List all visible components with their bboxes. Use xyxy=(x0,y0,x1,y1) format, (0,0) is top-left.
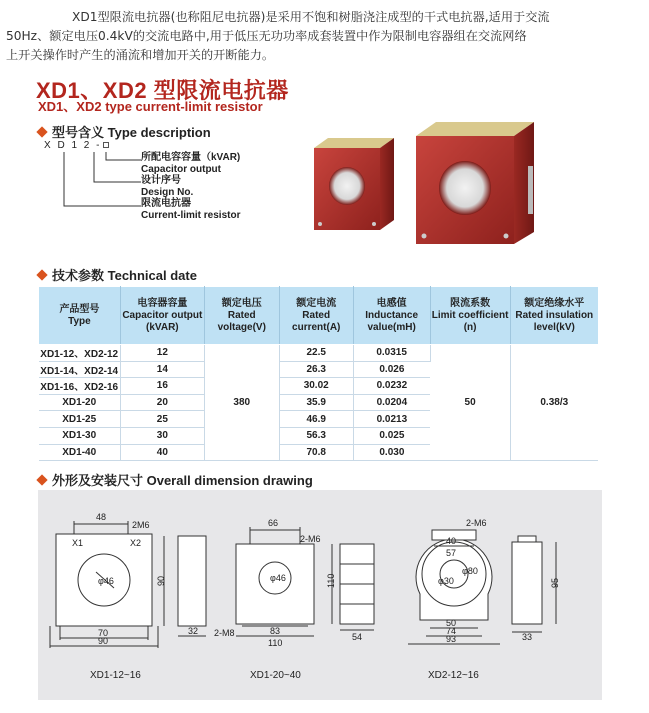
dim-label: 93 xyxy=(446,634,457,644)
cell-inductance: 0.026 xyxy=(353,361,430,378)
dim-label: 95 xyxy=(550,577,560,588)
dimension-drawing-panel xyxy=(38,490,602,700)
header-voltage: 额定电压 Rated voltage(V) xyxy=(204,287,279,345)
legend-line: 限流电抗器 xyxy=(141,198,191,210)
legend-line: 所配电容容量（kVAR) xyxy=(141,152,241,163)
cell-inductance: 0.0232 xyxy=(353,378,430,395)
header-capacitor: 电容器容量 Capacitor output (kVAR) xyxy=(120,287,204,345)
product-photo xyxy=(304,120,559,252)
dim-label: 32 xyxy=(188,626,199,636)
legend-line: Design No. xyxy=(141,186,194,198)
legend-line: Current-limit resistor xyxy=(141,209,241,221)
technical-data-heading xyxy=(38,265,197,284)
header-insulation: 额定绝缘水平 Rated insulation level(kV) xyxy=(510,287,598,345)
cell-insulation: 0.38/3 xyxy=(510,345,598,461)
dim-label: 74 xyxy=(446,626,457,636)
dim-label: 90 xyxy=(156,575,166,586)
bullet-diamond-icon xyxy=(36,474,47,485)
dimension-drawing xyxy=(38,490,602,700)
dim-label: 2-M8 xyxy=(214,628,235,638)
cell-capacitor: 40 xyxy=(120,444,204,461)
dim-label: φ46 xyxy=(270,573,286,583)
header-inductance: 电感值 Inductance value(mH) xyxy=(353,287,430,345)
cell-capacitor: 14 xyxy=(120,361,204,378)
intro-line-3: 上开关操作时产生的涌流和增加开关的开断能力。 xyxy=(6,48,275,62)
cell-capacitor: 30 xyxy=(120,427,204,444)
dim-label: 2M6 xyxy=(132,520,150,530)
technical-data-heading-text: 技术参数 Technical date xyxy=(52,268,197,283)
cell-type: XD1-40 xyxy=(39,444,121,461)
table-row xyxy=(39,345,599,362)
cell-coefficient: 50 xyxy=(430,345,510,461)
dim-label: 40 xyxy=(446,536,457,546)
dim-label: φ30 xyxy=(438,576,454,586)
dim-label: 83 xyxy=(270,626,281,636)
cell-current: 70.8 xyxy=(279,444,353,461)
cell-current: 56.3 xyxy=(279,427,353,444)
cell-current: 30.02 xyxy=(279,378,353,395)
cell-current: 26.3 xyxy=(279,361,353,378)
dim-label: 110 xyxy=(326,573,336,588)
cell-capacitor: 20 xyxy=(120,394,204,411)
cell-inductance: 0.0315 xyxy=(353,345,430,362)
intro-paragraph xyxy=(6,8,626,65)
bullet-diamond-icon xyxy=(36,269,47,280)
cell-capacitor: 16 xyxy=(120,378,204,395)
dim-label: X1 xyxy=(72,538,84,548)
cell-type: XD1-30 xyxy=(39,427,121,444)
dim-label: 70 xyxy=(98,628,109,638)
dim-label: 33 xyxy=(522,632,533,642)
bullet-diamond-icon xyxy=(36,126,47,137)
header-type: 产品型号 Type xyxy=(39,287,121,345)
dim-label: 66 xyxy=(268,518,279,528)
model-code-legend xyxy=(141,152,240,222)
model-code-text: X D 1 2 - xyxy=(44,140,102,151)
dim-label: 2-M6 xyxy=(466,518,487,528)
drawing-caption: XD2-12~16 xyxy=(428,670,479,681)
intro-line-1: XD1型限流电抗器(也称阻尼电抗器)是采用不饱和树脂浇注成型的干式电抗器,适用于交流 xyxy=(72,10,550,24)
drawing-caption: XD1-12~16 xyxy=(90,670,141,681)
header-current: 额定电流 Rated current(A) xyxy=(279,287,353,345)
dim-label: φ80 xyxy=(462,566,478,576)
cell-inductance: 0.030 xyxy=(353,444,430,461)
dim-label: 54 xyxy=(352,632,363,642)
model-code-leader-lines xyxy=(44,150,144,220)
dim-label: 48 xyxy=(96,512,107,522)
type-description-heading xyxy=(38,122,211,141)
cell-type: XD1-12、XD2-12 xyxy=(39,345,121,362)
cell-inductance: 0.0204 xyxy=(353,394,430,411)
intro-line-2: 50Hz、额定电压0.4kV的交流电路中,用于低压无功功率成套装置中作为限制电容器组在交流网络 xyxy=(6,29,527,43)
dim-label: φ46 xyxy=(98,576,114,586)
dim-label: X2 xyxy=(130,538,142,548)
dim-label: 90 xyxy=(98,636,109,646)
cell-capacitor: 12 xyxy=(120,345,204,362)
dim-label: 57 xyxy=(446,548,457,558)
legend-line: Capacitor output xyxy=(141,163,221,175)
cell-type: XD1-14、XD2-14 xyxy=(39,361,121,378)
cell-type: XD1-20 xyxy=(39,394,121,411)
product-title-en: XD1、XD2 type current-limit resistor xyxy=(38,99,263,114)
legend-line: 设计序号 xyxy=(141,175,181,187)
drawing-caption: XD1-20~40 xyxy=(250,670,301,681)
dim-label: 2-M6 xyxy=(300,534,321,544)
placeholder-box-icon xyxy=(103,142,109,148)
cell-current: 35.9 xyxy=(279,394,353,411)
cell-inductance: 0.025 xyxy=(353,427,430,444)
table-header-row xyxy=(39,287,599,345)
cell-current: 46.9 xyxy=(279,411,353,428)
cell-voltage: 380 xyxy=(204,345,279,461)
small-reactor xyxy=(314,138,394,230)
dimension-heading xyxy=(38,470,313,489)
technical-data-table xyxy=(38,286,598,461)
dimension-heading-text: 外形及安装尺寸 Overall dimension drawing xyxy=(52,473,313,488)
large-reactor xyxy=(416,122,534,244)
cell-capacitor: 25 xyxy=(120,411,204,428)
type-description-heading-text: 型号含义 Type description xyxy=(52,125,211,140)
cell-type: XD1-25 xyxy=(39,411,121,428)
cell-current: 22.5 xyxy=(279,345,353,362)
header-coefficient: 限流系数 Limit coefficient (n) xyxy=(430,287,510,345)
cell-type: XD1-16、XD2-16 xyxy=(39,378,121,395)
cell-inductance: 0.0213 xyxy=(353,411,430,428)
dim-label: 110 xyxy=(268,638,283,648)
dim-label: 50 xyxy=(446,618,457,628)
product-title-cn: XD1、XD2 型限流电抗器 xyxy=(36,78,289,103)
